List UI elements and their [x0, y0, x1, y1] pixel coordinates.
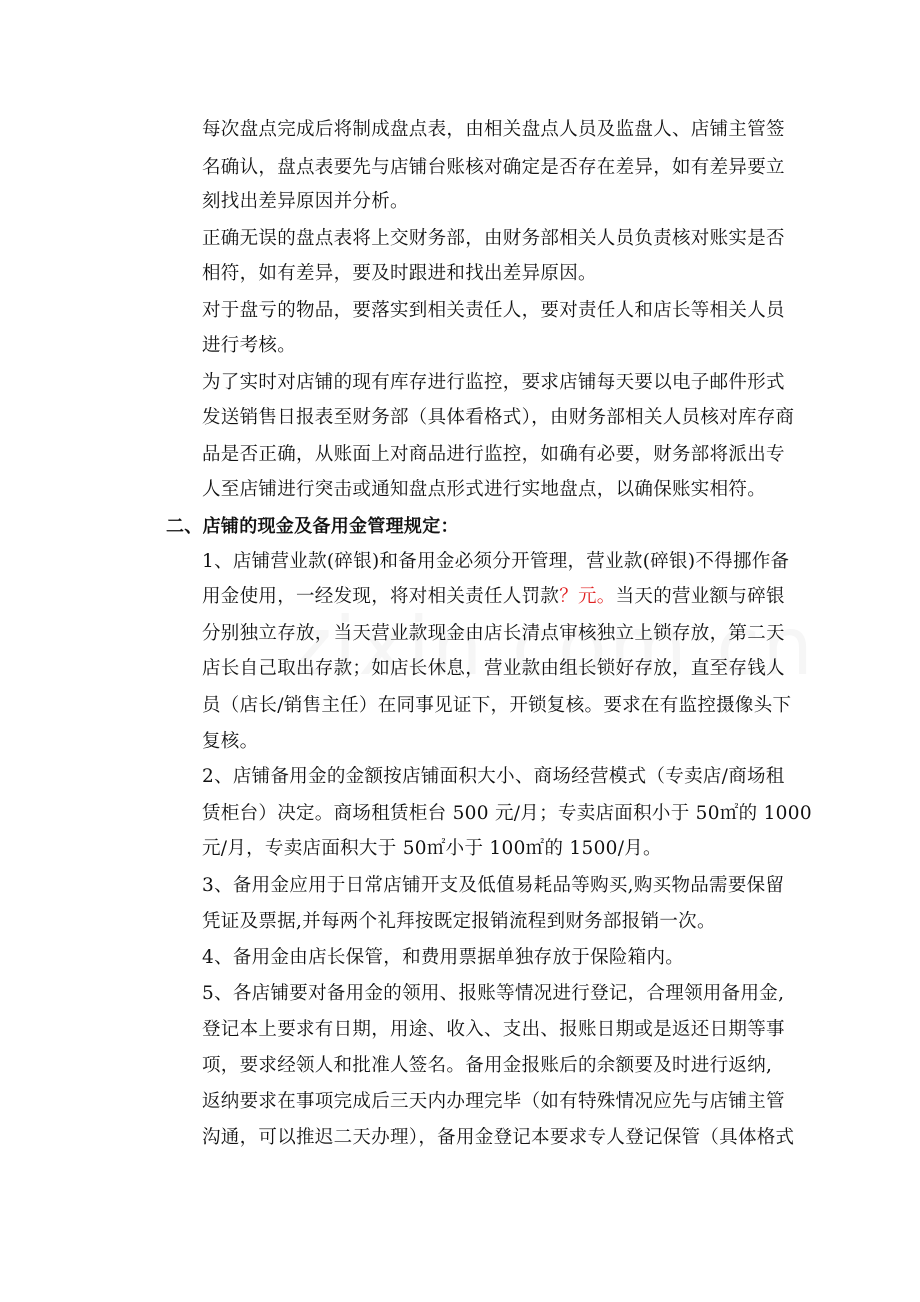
paragraph-line: 正确无误的盘点表将上交财务部，由财务部相关人员负责核对账实是否 [202, 228, 785, 249]
paragraph-line: 名确认，盘点表要先与店铺台账核对确定是否存在差异，如有差异要立 [202, 157, 785, 178]
rule-3-line: 3、备用金应用于日常店铺开支及低值易耗品等购买,购买物品需要保留 [202, 875, 785, 896]
rule-1-line: 店长自己取出存款；如店长休息，营业款由组长锁好存放，直至存钱人 [202, 658, 785, 679]
rule-2-line: 元/月，专卖店面积大于 50㎡小于 100㎡的 1500/月。 [202, 838, 662, 859]
rule-1-text: 用金使用，一经发现，将对相关责任人罚款 [202, 586, 560, 607]
rule-5-line: 沟通，可以推迟二天办理），备用金登记本要求专人登记保管（具体格式 [202, 1127, 795, 1148]
rule-3-line: 凭证及票据,并每两个礼拜按既定报销流程到财务部报销一次。 [202, 911, 716, 932]
paragraph-line: 每次盘点完成后将制成盘点表，由相关盘点人员及监盘人、店铺主管签 [202, 119, 785, 140]
rule-2-line: 赁柜台）决定。商场租赁柜台 500 元/月；专卖店面积小于 50㎡的 1000 [202, 803, 812, 824]
paragraph-line: 发送销售日报表至财务部（具体看格式），由财务部相关人员核对库存商 [202, 407, 795, 428]
rule-2-line: 2、店铺备用金的金额按店铺面积大小、商场经营模式（专卖店/商场租 [202, 766, 785, 787]
rule-1-text: 当天的营业额与碎银 [615, 586, 785, 607]
rule-1-line: 1、店铺营业款(碎银)和备用金必须分开管理，营业款(碎银)不得挪作备 [202, 551, 790, 572]
paragraph-line: 对于盘亏的物品，要落实到相关责任人，要对责任人和店长等相关人员 [202, 300, 785, 321]
rule-1-line: 复核。 [202, 731, 259, 752]
rule-1-line: 员（店长/销售主任）在同事见证下，开锁复核。要求在有监控摄像头下 [202, 695, 792, 716]
rule-4-line: 4、备用金由店长保管，和费用票据单独存放于保险箱内。 [202, 947, 685, 968]
rule-5-line: 登记本上要求有日期，用途、收入、支出、报账日期或是返还日期等事 [202, 1019, 785, 1040]
rule-5-line: 项，要求经领人和批准人签名。备用金报账后的余额要及时进行返纳, [202, 1055, 773, 1076]
paragraph-line: 相符，如有差异，要及时跟进和找出差异原因。 [202, 263, 597, 284]
rule-5-line: 返纳要求在事项完成后三天内办理完毕（如有特殊情况应先与店铺主管 [202, 1091, 785, 1112]
paragraph-line: 进行考核。 [202, 335, 297, 356]
section-heading: 二、店铺的现金及备用金管理规定： [166, 516, 459, 537]
paragraph-line: 为了实时对店铺的现有库存进行监控，要求店铺每天要以电子邮件形式 [202, 372, 785, 393]
paragraph-line: 刻找出差异原因并分析。 [202, 191, 409, 212]
rule-1-line [202, 585, 785, 609]
rule-1-line: 分别独立存放，当天营业款现金由店长清点审核独立上锁存放，第二天 [202, 623, 785, 644]
paragraph-line: 人至店铺进行突击或通知盘点形式进行实地盘点，以确保账实相符。 [202, 479, 767, 500]
paragraph-line: 品是否正确，从账面上对商品进行监控，如确有必要，财务部将派出专 [202, 444, 785, 465]
rule-5-line: 5、各店铺要对备用金的领用、报账等情况进行登记，合理领用备用金, [202, 983, 785, 1004]
fine-amount-highlight: ？元。 [559, 586, 616, 607]
